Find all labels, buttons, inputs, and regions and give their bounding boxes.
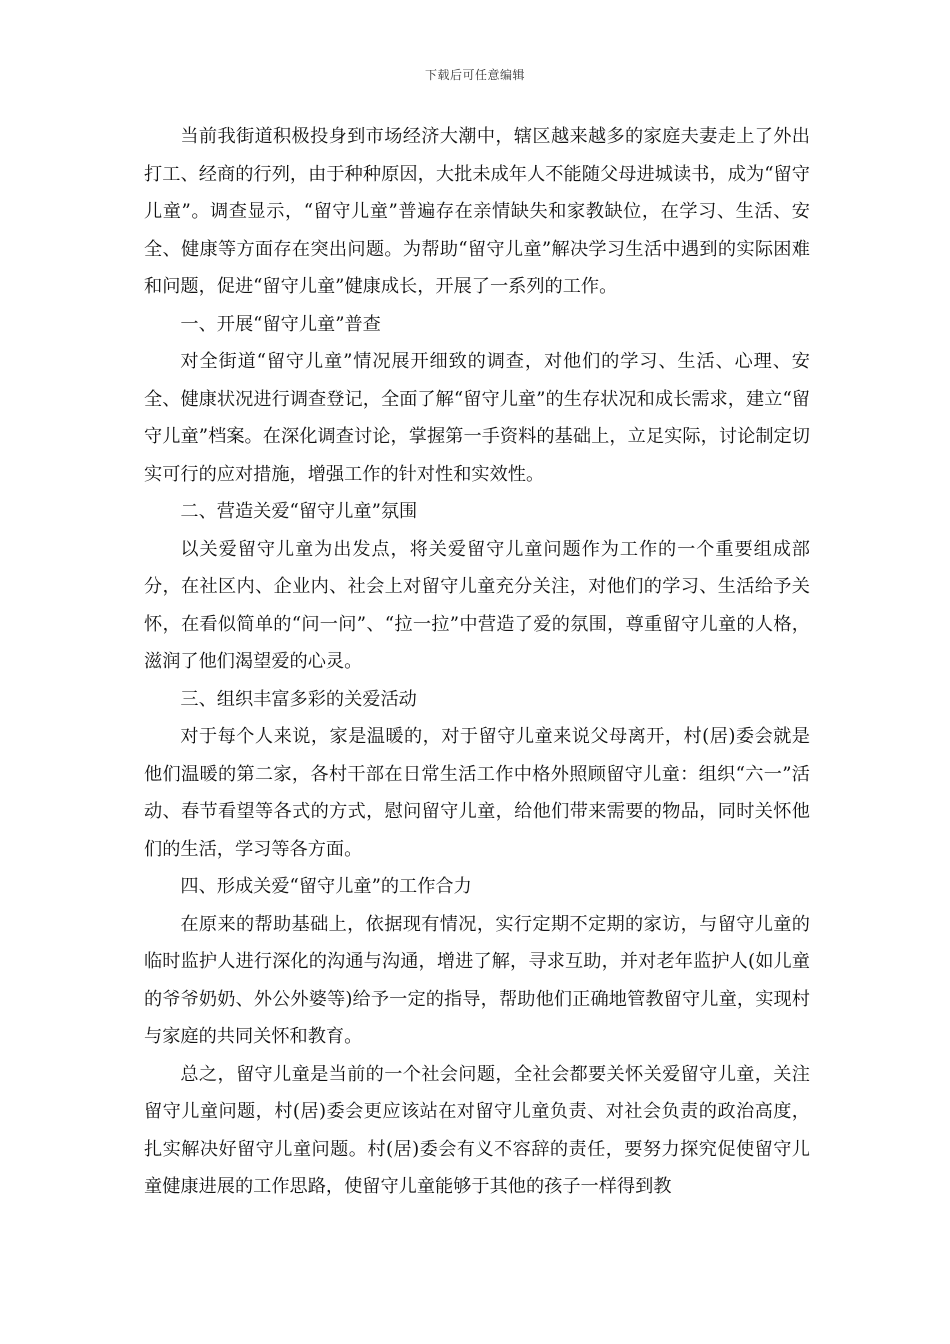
section-heading-2: 二、营造关爱“留守儿童”氛围 — [180, 501, 418, 522]
section-paragraph-2: 以关爱留守儿童为出发点，将关爱留守儿童问题作为工作的一个重要组成部分，在社区内、企业内、社会上对留守儿童充分关注，对他们的学习、生活给予关怀，在看似简单的“问一问”、“拉一拉”中营造了爱的氛围，尊重留守儿童的人格，滋润了他们渴望爱的心灵。 — [144, 538, 810, 672]
intro-paragraph: 当前我街道积极投身到市场经济大潮中，辖区越来越多的家庭夫妻走上了外出打工、经商的行列，由于种种原因，大批未成年人不能随父母进城读书，成为“留守儿童”。调查显示，“留守儿童”普遍存在亲情缺失和家教缺位，在学习、生活、安全、健康等方面存在突出问题。为帮助“留守儿童”解决学习生活中遇到的实际困难和问题，促进“留守儿童”健康成长，开展了一系列的工作。 — [144, 126, 810, 297]
section-heading-3: 三、组织丰富多彩的关爱活动 — [180, 688, 417, 710]
section-paragraph-1: 对全街道“留守儿童”情况展开细致的调查，对他们的学习、生活、心理、安全、健康状况进行调查登记，全面了解“留守儿童”的生存状况和成长需求，建立“留守儿童”档案。在深化调查讨论，掌握第一手资料的基础上，立足实际，讨论制定切实可行的应对措施，增强工作的针对性和实效性。 — [144, 351, 810, 485]
document-body — [144, 118, 810, 1206]
section-paragraph-3: 对于每个人来说，家是温暖的，对于留守儿童来说父母离开，村(居)委会就是他们温暖的第二家，各村干部在日常生活工作中格外照顾留守儿童：组织“六一”活动、春节看望等各式的方式，慰问留守儿童，给他们带来需要的物品，同时关怀他们的生活，学习等各方面。 — [144, 726, 810, 860]
section-heading-1: 一、开展“留守儿童”普查 — [180, 313, 381, 335]
conclusion-paragraph: 总之，留守儿童是当前的一个社会问题，全社会都要关怀关爱留守儿童，关注留守儿童问题，村(居)委会更应该站在对留守儿童负责、对社会负责的政治高度，扎实解决好留守儿童问题。村(居)委会有义不容辞的责任，要努力探究促使留守儿童健康进展的工作思路，使留守儿童能够于其他的孩子一样得到教 — [144, 1063, 810, 1197]
section-heading-4: 四、形成关爱“留守儿童”的工作合力 — [180, 876, 472, 897]
section-paragraph-4: 在原来的帮助基础上，依据现有情况，实行定期不定期的家访，与留守儿童的临时监护人进行深化的沟通与沟通，增进了解，寻求互助，并对老年监护人(如儿童的爷爷奶奶、外公外婆等)给予一定的指导，帮助他们正确地管教留守儿童，实现村与家庭的共同关怀和教育。 — [144, 913, 810, 1047]
header-note: 下载后可任意编辑 — [424, 68, 525, 82]
